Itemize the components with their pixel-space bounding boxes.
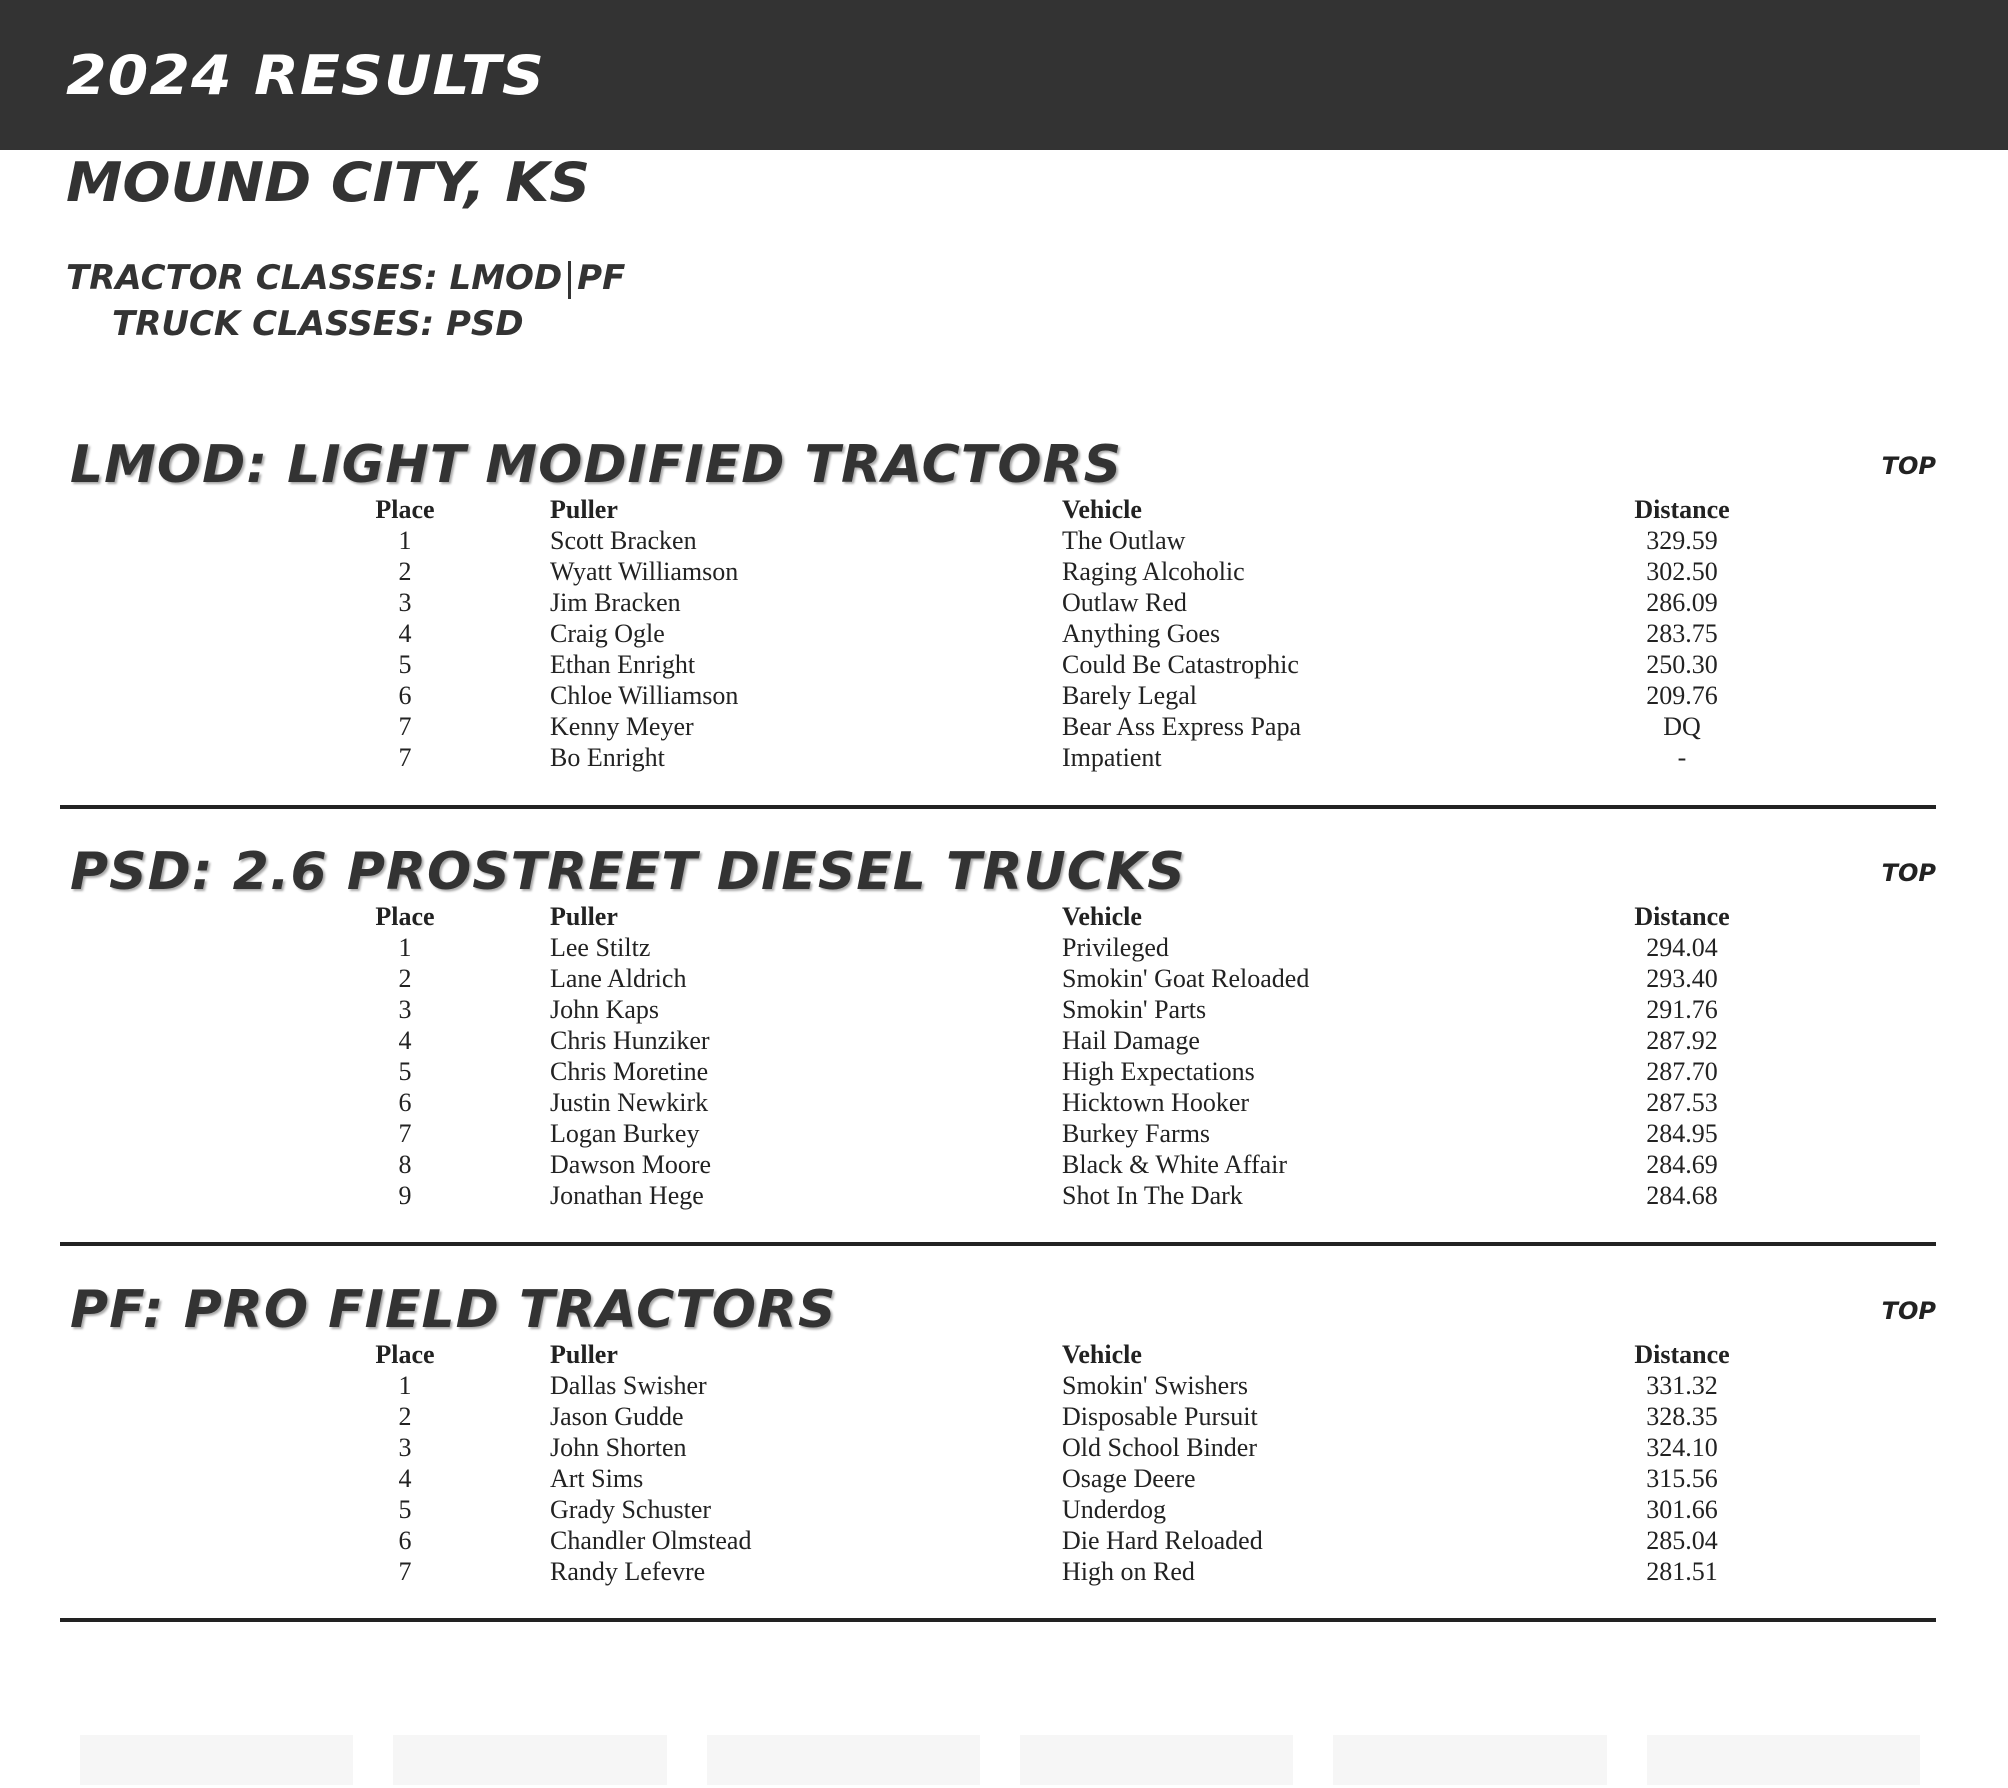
header-bar [0,0,2008,150]
cell-vehicle: Impatient [1062,743,1162,772]
cell-distance: 294.04 [1646,933,1718,962]
section-divider [60,805,1936,809]
cell-vehicle: Privileged [1062,933,1169,962]
cell-vehicle: Burkey Farms [1062,1119,1211,1148]
cell-place: 7 [398,1557,412,1586]
cell-distance: 293.40 [1646,964,1718,993]
top-link[interactable]: TOP [1881,452,1936,480]
table-row [60,587,1762,618]
table-row [60,1494,1762,1525]
cell-puller: Dallas Swisher [550,1371,707,1400]
cell-vehicle: Disposable Pursuit [1062,1402,1258,1431]
cell-vehicle: Old School Binder [1062,1433,1257,1462]
cell-distance: 281.51 [1646,1557,1718,1586]
cell-distance: DQ [1663,712,1701,741]
cell-distance: 287.53 [1646,1088,1718,1117]
truck-classes: TRUCK CLASSES: PSD [112,304,524,344]
table-row [60,1556,1762,1587]
cell-puller: Ethan Enright [550,650,696,679]
cell-vehicle: Hicktown Hooker [1062,1088,1250,1117]
cell-vehicle: Outlaw Red [1062,588,1187,617]
cell-puller: Chandler Olmstead [550,1526,752,1555]
cell-distance: 250.30 [1646,650,1718,679]
table-row [60,1370,1762,1401]
cell-puller: Chris Moretine [550,1057,709,1086]
tractor-classes-label: TRACTOR CLASSES: LMOD [66,258,563,298]
cell-puller: Logan Burkey [550,1119,700,1148]
cell-puller: John Kaps [550,995,660,1024]
cell-place: 1 [398,1371,412,1400]
event-location: MOUND CITY, KS [66,151,591,214]
table-row [60,649,1762,680]
cell-vehicle: Black & White Affair [1062,1150,1288,1179]
table-header-row [60,901,1762,932]
results-table [60,494,1762,773]
cell-puller: Jim Bracken [550,588,681,617]
cell-puller: Wyatt Williamson [550,557,739,586]
cell-vehicle: The Outlaw [1062,526,1186,555]
table-row [60,618,1762,649]
table-row [60,1525,1762,1556]
cell-vehicle: Smokin' Parts [1062,995,1207,1024]
table-row [60,1401,1762,1432]
table-row [60,1056,1762,1087]
table-row [60,1087,1762,1118]
cell-vehicle: Shot In The Dark [1062,1181,1243,1210]
cell-place: 7 [398,712,412,741]
col-place: Place [375,1340,435,1369]
section-title: PSD: 2.6 PROSTREET DIESEL TRUCKS [70,842,1186,902]
cell-puller: Jonathan Hege [550,1181,704,1210]
cell-distance: 287.70 [1646,1057,1718,1086]
cell-place: 7 [398,743,412,772]
tractor-classes [66,256,625,300]
col-puller: Puller [550,495,618,524]
cell-puller: Justin Newkirk [550,1088,709,1117]
cell-vehicle: Die Hard Reloaded [1062,1526,1263,1555]
cell-distance: 301.66 [1646,1495,1718,1524]
cell-distance: 284.68 [1646,1181,1718,1210]
cell-place: 4 [398,1464,412,1493]
table-header-row [60,1339,1762,1370]
table-row [60,932,1762,963]
cell-puller: Art Sims [550,1464,644,1493]
cell-puller: Chris Hunziker [550,1026,710,1055]
col-distance: Distance [1634,495,1730,524]
cell-place: 5 [398,1495,412,1524]
top-link[interactable]: TOP [1881,859,1936,887]
cell-distance: - [1677,743,1687,772]
col-place: Place [375,495,435,524]
cell-vehicle: Could Be Catastrophic [1062,650,1299,679]
section-title: LMOD: LIGHT MODIFIED TRACTORS [70,435,1123,495]
cell-vehicle: High on Red [1062,1557,1195,1586]
table-row [60,711,1762,742]
table-row [60,1025,1762,1056]
cell-distance: 285.04 [1646,1526,1718,1555]
cell-place: 9 [398,1181,412,1210]
section-divider [60,1242,1936,1246]
cell-puller: Lee Stiltz [550,933,651,962]
col-vehicle: Vehicle [1062,1340,1142,1369]
cell-distance: 287.92 [1646,1026,1718,1055]
table-row [60,1432,1762,1463]
cell-place: 1 [398,526,412,555]
page-title: 2024 RESULTS [66,44,545,107]
table-row [60,1118,1762,1149]
cell-distance: 315.56 [1646,1464,1718,1493]
cell-place: 4 [398,619,412,648]
cell-place: 5 [398,650,412,679]
cell-distance: 291.76 [1646,995,1718,1024]
tractor-classes-extra: PF [577,258,626,298]
cell-puller: Chloe Williamson [550,681,739,710]
cell-distance: 284.69 [1646,1150,1718,1179]
col-distance: Distance [1634,902,1730,931]
cell-distance: 284.95 [1646,1119,1718,1148]
col-place: Place [375,902,435,931]
cell-place: 6 [398,1088,412,1117]
cell-place: 3 [398,588,412,617]
cell-place: 3 [398,1433,412,1462]
table-row [60,1463,1762,1494]
cell-distance: 331.32 [1646,1371,1718,1400]
table-row [60,963,1762,994]
cell-place: 2 [398,557,412,586]
results-table [60,901,1762,1211]
cell-puller: Randy Lefevre [550,1557,706,1586]
cell-distance: 328.35 [1646,1402,1718,1431]
cell-distance: 302.50 [1646,557,1718,586]
cell-vehicle: High Expectations [1062,1057,1255,1086]
section-divider [60,1618,1936,1622]
col-vehicle: Vehicle [1062,495,1142,524]
table-row [60,742,1762,773]
col-vehicle: Vehicle [1062,902,1142,931]
cell-vehicle: Anything Goes [1062,619,1221,648]
cell-puller: Jason Gudde [550,1402,684,1431]
cell-vehicle: Smokin' Swishers [1062,1371,1248,1400]
cell-distance: 329.59 [1646,526,1718,555]
cell-vehicle: Bear Ass Express Papa [1062,712,1302,741]
cell-place: 6 [398,681,412,710]
cell-place: 4 [398,1026,412,1055]
cell-distance: 209.76 [1646,681,1718,710]
cell-puller: Bo Enright [550,743,665,772]
cell-place: 2 [398,964,412,993]
cell-place: 6 [398,1526,412,1555]
cell-vehicle: Smokin' Goat Reloaded [1062,964,1310,993]
cell-puller: John Shorten [550,1433,687,1462]
col-puller: Puller [550,1340,618,1369]
col-distance: Distance [1634,1340,1730,1369]
cell-place: 8 [398,1150,412,1179]
results-table [60,1339,1762,1587]
col-puller: Puller [550,902,618,931]
cell-vehicle: Hail Damage [1062,1026,1200,1055]
table-row [60,680,1762,711]
table-row [60,994,1762,1025]
cell-place: 3 [398,995,412,1024]
table-row [60,556,1762,587]
table-header-row [60,494,1762,525]
cell-puller: Grady Schuster [550,1495,712,1524]
cell-puller: Craig Ogle [550,619,665,648]
cell-puller: Dawson Moore [550,1150,712,1179]
top-link[interactable]: TOP [1881,1297,1936,1325]
cell-vehicle: Raging Alcoholic [1062,557,1245,586]
cell-puller: Lane Aldrich [550,964,687,993]
cell-distance: 283.75 [1646,619,1718,648]
cell-place: 5 [398,1057,412,1086]
cell-puller: Kenny Meyer [550,712,694,741]
cell-vehicle: Underdog [1062,1495,1166,1524]
divider [568,261,571,299]
cell-vehicle: Barely Legal [1062,681,1197,710]
section-title: PF: PRO FIELD TRACTORS [70,1280,837,1340]
footer-strip [80,1735,1920,1785]
table-row [60,525,1762,556]
cell-puller: Scott Bracken [550,526,697,555]
cell-distance: 324.10 [1646,1433,1718,1462]
cell-place: 1 [398,933,412,962]
table-row [60,1180,1762,1211]
cell-place: 7 [398,1119,412,1148]
cell-place: 2 [398,1402,412,1431]
cell-vehicle: Osage Deere [1062,1464,1196,1493]
table-row [60,1149,1762,1180]
cell-distance: 286.09 [1646,588,1718,617]
